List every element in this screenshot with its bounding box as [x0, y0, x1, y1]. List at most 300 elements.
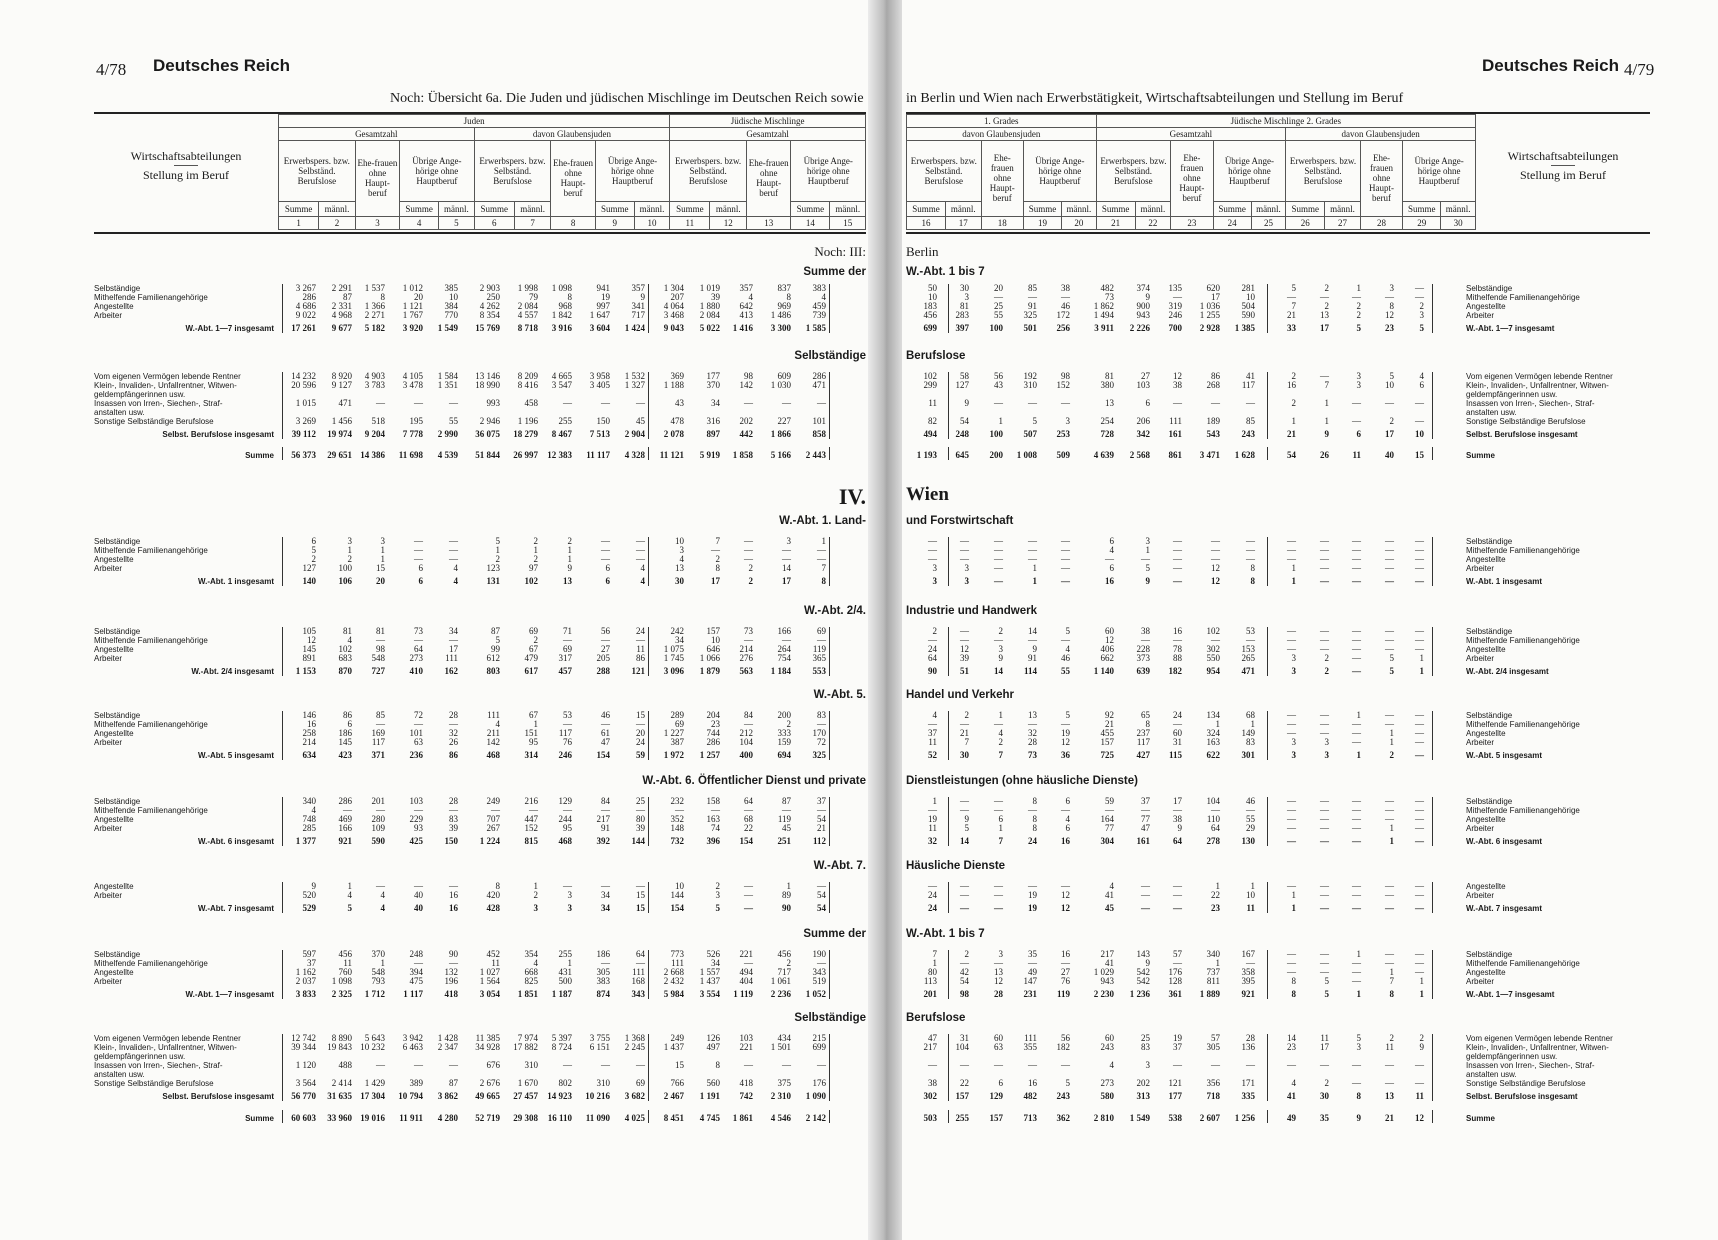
cell-value: 217 — [596, 814, 610, 824]
total-value: 278 — [1206, 836, 1220, 846]
row-label-right: anstalten usw. — [1466, 408, 1517, 417]
cell-value: — — [744, 398, 753, 408]
cell-value: — — [817, 635, 826, 645]
cell-value: 285 — [302, 823, 316, 833]
total-value: 396 — [706, 836, 720, 846]
cell-value: — — [1061, 958, 1070, 968]
cell-value: 1 075 — [663, 644, 684, 654]
col-summe: Summe — [400, 202, 439, 217]
cell-value: 3 468 — [663, 310, 684, 320]
table-row — [0, 711, 1718, 720]
cell-value: 1 842 — [551, 310, 572, 320]
table-row — [0, 806, 1718, 815]
total-value: 529 — [302, 903, 316, 913]
group-divider — [282, 1034, 283, 1101]
total-label: W.-Abt. 2/4 insgesamt — [191, 667, 274, 676]
cell-value: — — [1287, 881, 1296, 891]
cell-value: — — [636, 958, 645, 968]
cell-value: — — [928, 881, 937, 891]
row-label: anstalten usw. — [94, 408, 145, 417]
cell-value: 54 — [817, 890, 826, 900]
table-row — [0, 390, 1718, 399]
total-value: 2 310 — [770, 1091, 791, 1101]
total-value: 12 — [1415, 1113, 1424, 1123]
total-value: 2 230 — [1093, 989, 1114, 999]
total-value: 1 153 — [295, 666, 316, 676]
cell-value: 104 — [1206, 796, 1220, 806]
cell-value: 1 745 — [663, 653, 684, 663]
group-divider — [282, 882, 283, 913]
cell-value: 3 — [1356, 380, 1361, 390]
cell-value: 2 291 — [331, 283, 352, 293]
group-divider — [282, 797, 283, 846]
cell-value: 1 227 — [663, 728, 684, 738]
column-number: 27 — [1325, 217, 1361, 230]
cell-value: — — [1385, 554, 1394, 564]
row-label: Selbständige — [94, 797, 141, 806]
cell-value: 1 121 — [402, 301, 423, 311]
total-value: 56 373 — [291, 450, 316, 460]
cell-value: 87 — [343, 292, 352, 302]
cell-value: — — [817, 554, 826, 564]
table-row — [0, 891, 1718, 900]
cell-value: 2 432 — [663, 976, 684, 986]
cell-value: — — [1287, 710, 1296, 720]
cell-value: 21 — [1105, 719, 1114, 729]
cell-value: — — [1415, 890, 1424, 900]
group-divider — [648, 882, 649, 913]
total-value: 255 — [955, 1113, 969, 1123]
table-row — [0, 537, 1718, 546]
group-juden: Juden — [279, 115, 670, 128]
cell-value: 78 — [1173, 644, 1182, 654]
total-value: 8 451 — [663, 1113, 684, 1123]
group-divider — [282, 711, 283, 760]
total-value: 501 — [1023, 323, 1037, 333]
total-value: 700 — [1168, 323, 1182, 333]
total-value: 2 443 — [805, 450, 826, 460]
total-value: 59 — [636, 750, 645, 760]
heading-wien: Wien — [906, 484, 949, 505]
cell-value: — — [1352, 554, 1361, 564]
cell-value: 8 — [1389, 301, 1394, 311]
col-ehefrauen: Ehe-frauen ohne Haupt-beruf — [746, 140, 790, 217]
cell-value: 81 — [960, 301, 969, 311]
cell-value: 15 — [636, 890, 645, 900]
cell-value: 1 — [821, 536, 826, 546]
cell-value: 394 — [409, 967, 423, 977]
cell-value: 159 — [777, 737, 791, 747]
total-value: 361 — [1168, 989, 1182, 999]
cell-value: 27 — [1061, 967, 1070, 977]
row-label-right: Arbeiter — [1466, 824, 1495, 833]
cell-value: — — [563, 635, 572, 645]
cell-value: 281 — [1241, 283, 1255, 293]
cell-value: 166 — [338, 823, 352, 833]
cell-value: 1 188 — [663, 380, 684, 390]
heading-berufslose-2: Berufslose — [906, 1012, 966, 1024]
cell-value: 186 — [596, 949, 610, 959]
total-value: 397 — [955, 323, 969, 333]
row-label-right: Arbeiter — [1466, 564, 1495, 573]
group-divider — [1432, 882, 1433, 913]
cell-value: — — [1211, 536, 1220, 546]
column-number: 12 — [710, 217, 747, 230]
row-label: Mithelfende Familienangehörige — [94, 636, 208, 645]
row-label-right: Selbständige — [1466, 284, 1513, 293]
cell-value: 2 — [1324, 653, 1329, 663]
cell-value: 900 — [1136, 301, 1150, 311]
cell-value: — — [994, 554, 1003, 564]
group-divider — [1432, 372, 1433, 439]
column-number: 22 — [1135, 217, 1171, 230]
cell-value: 3 — [1291, 653, 1296, 663]
cell-value: 8 — [1291, 976, 1296, 986]
row-label-right: Angestellte — [1466, 815, 1506, 824]
cell-value: — — [1385, 719, 1394, 729]
table-row — [0, 311, 1718, 320]
total-value: — — [1320, 903, 1329, 913]
col-uebrige: Übrige Ange-hörige ohne Hauptberuf — [595, 140, 669, 202]
total-value: 617 — [524, 666, 538, 676]
cell-value: — — [1246, 536, 1255, 546]
table-row — [0, 720, 1718, 729]
cell-value: 6 — [1419, 380, 1424, 390]
cell-value: 5 — [495, 536, 500, 546]
col-maennl: männl. — [1135, 202, 1171, 217]
row-label: Vom eigenen Vermögen lebende Rentner — [94, 372, 241, 381]
cell-value: 4 — [1419, 371, 1424, 381]
total-value: — — [1352, 666, 1361, 676]
cell-value: — — [1028, 1060, 1037, 1070]
cell-value: — — [1352, 958, 1361, 968]
group-divider — [282, 950, 283, 999]
cell-value: 1 — [533, 719, 538, 729]
total-value: 14 386 — [360, 450, 385, 460]
cell-value: 111 — [1024, 1033, 1037, 1043]
cell-value: 254 — [1100, 416, 1114, 426]
cell-value: — — [782, 635, 791, 645]
cell-value: 717 — [631, 310, 645, 320]
cell-value: — — [1385, 890, 1394, 900]
table-row — [0, 408, 1718, 417]
row-label: anstalten usw. — [94, 1070, 145, 1079]
cell-value: — — [960, 805, 969, 815]
cell-value: 38 — [1173, 814, 1182, 824]
cell-value: 132 — [444, 967, 458, 977]
cell-value: 11 — [636, 644, 645, 654]
cell-value: 642 — [739, 301, 753, 311]
cell-value: — — [1211, 398, 1220, 408]
cell-value: — — [1415, 635, 1424, 645]
cell-value: — — [1028, 554, 1037, 564]
cell-value: — — [1028, 958, 1037, 968]
cell-value: — — [1352, 1078, 1361, 1088]
total-value: — — [1061, 576, 1070, 586]
cell-value: — — [1173, 1060, 1182, 1070]
cell-value: 99 — [491, 644, 500, 654]
total-value: 140 — [302, 576, 316, 586]
row-label: Sonstige Selbständige Berufslose — [94, 417, 214, 426]
cell-value: 2 414 — [331, 1078, 352, 1088]
cell-value: 98 — [744, 371, 753, 381]
cell-value: — — [1415, 545, 1424, 555]
cell-value: 53 — [1246, 626, 1255, 636]
total-value: 302 — [923, 1091, 937, 1101]
cell-value: — — [960, 1060, 969, 1070]
group-divider — [1267, 797, 1268, 846]
row-label-right: Mithelfende Familienangehörige — [1466, 720, 1580, 729]
cell-value: 1 — [1389, 823, 1394, 833]
cell-value: — — [601, 545, 610, 555]
cell-value: 707 — [486, 814, 500, 824]
cell-value: 55 — [449, 416, 458, 426]
cell-value: — — [1028, 292, 1037, 302]
cell-value: 12 — [1385, 310, 1394, 320]
cell-value: 249 — [670, 1033, 684, 1043]
total-label-right: W.-Abt. 1 insgesamt — [1466, 577, 1543, 586]
total-value: 201 — [923, 989, 937, 999]
cell-value: 268 — [1206, 380, 1220, 390]
cell-value: 1 486 — [770, 310, 791, 320]
cell-value: 12 — [1105, 635, 1114, 645]
cell-value: — — [1352, 967, 1361, 977]
cell-value: 111 — [671, 958, 684, 968]
total-value: 1 — [1389, 836, 1394, 846]
cell-value: 317 — [558, 653, 572, 663]
cell-value: 3 269 — [295, 416, 316, 426]
total-row — [0, 990, 1718, 999]
cell-value: — — [1061, 563, 1070, 573]
cell-value: — — [1173, 563, 1182, 573]
cell-value: 10 — [675, 881, 684, 891]
cell-value: 117 — [558, 728, 572, 738]
total-value: 3 682 — [624, 1091, 645, 1101]
cell-value: 111 — [445, 653, 458, 663]
total-value: 1 052 — [805, 989, 826, 999]
heading-industrie: Industrie und Handwerk — [906, 605, 1037, 617]
total-value: 342 — [1136, 429, 1150, 439]
cell-value: 597 — [302, 949, 316, 959]
total-value: — — [994, 903, 1003, 913]
total-value: 28 — [994, 989, 1003, 999]
cell-value: — — [994, 635, 1003, 645]
cell-value: — — [1352, 635, 1361, 645]
cell-value: 356 — [1206, 1078, 1220, 1088]
cell-value: 754 — [777, 653, 791, 663]
cell-value: — — [601, 398, 610, 408]
total-value: 60 603 — [291, 1113, 316, 1123]
cell-value: 83 — [449, 814, 458, 824]
col-summe: Summe — [907, 202, 946, 217]
column-number: 13 — [746, 217, 790, 230]
column-number: 23 — [1171, 217, 1213, 230]
cell-value: 1 — [1389, 737, 1394, 747]
cell-value: 53 — [563, 710, 572, 720]
total-value: 55 — [1061, 666, 1070, 676]
cell-value: — — [1415, 283, 1424, 293]
cell-value: 418 — [739, 1078, 753, 1088]
cell-value: 152 — [1056, 380, 1070, 390]
cell-value: 31 — [960, 1033, 969, 1043]
cell-value: 4 — [821, 292, 826, 302]
cell-value: 1 — [1324, 416, 1329, 426]
cell-value: 542 — [1136, 967, 1150, 977]
cell-value: 3 — [1389, 283, 1394, 293]
cell-value: — — [960, 881, 969, 891]
cell-value: — — [1287, 728, 1296, 738]
cell-value: 6 — [347, 719, 352, 729]
cell-value: 15 — [675, 1060, 684, 1070]
total-value: 699 — [923, 323, 937, 333]
total-value: 49 — [1287, 1113, 1296, 1123]
total-label: W.-Abt. 5 insgesamt — [197, 751, 274, 760]
table-row — [0, 729, 1718, 738]
group-divider — [1267, 284, 1268, 333]
cell-value: 1 — [1356, 710, 1361, 720]
cell-value: — — [449, 881, 458, 891]
cell-value: 37 — [307, 958, 316, 968]
cell-value: 5 — [495, 635, 500, 645]
cell-value: 110 — [1206, 814, 1220, 824]
group-divider — [1432, 627, 1433, 676]
total-value: 3 920 — [402, 323, 423, 333]
cell-value: 997 — [596, 301, 610, 311]
total-value: 3 — [1324, 750, 1329, 760]
cell-value: 5 — [1145, 563, 1150, 573]
cell-value: 1 456 — [331, 416, 352, 426]
cell-value: 383 — [596, 976, 610, 986]
total-value: 1 866 — [770, 429, 791, 439]
row-label-right: Selbständige — [1466, 537, 1513, 546]
cell-value: 46 — [601, 710, 610, 720]
cell-value: 43 — [994, 380, 1003, 390]
cell-value: 69 — [817, 626, 826, 636]
group-mischlinge1: Jüdische Mischlinge — [670, 115, 866, 128]
cell-value: 4 — [380, 890, 385, 900]
data-block — [0, 1034, 1718, 1101]
total-value: 468 — [558, 836, 572, 846]
heading-selbstaendige: Selbständige — [794, 350, 866, 362]
table-row — [0, 546, 1718, 555]
cell-value: 10 — [1385, 380, 1394, 390]
cell-value: 92 — [1105, 710, 1114, 720]
cell-value: 176 — [812, 1078, 826, 1088]
cell-value: — — [1211, 1060, 1220, 1070]
total-label: W.-Abt. 1—7 insgesamt — [185, 990, 274, 999]
cell-value: — — [1211, 635, 1220, 645]
total-value: 1 257 — [699, 750, 720, 760]
cell-value: 1 036 — [1199, 301, 1220, 311]
group-divider — [1432, 711, 1433, 760]
cell-value: 5 643 — [364, 1033, 385, 1043]
cell-value: 1 494 — [1093, 310, 1114, 320]
cell-value: — — [994, 545, 1003, 555]
cell-value: 7 974 — [517, 1033, 538, 1043]
total-value: 30 — [1320, 1091, 1329, 1101]
cell-value: — — [1320, 635, 1329, 645]
col-uebrige: Übrige Ange-hörige ohne Hauptberuf — [400, 140, 474, 202]
total-label-right: Selbst. Berufslose insgesamt — [1466, 430, 1578, 439]
cell-value: 32 — [1028, 728, 1037, 738]
cell-value: 206 — [1136, 416, 1150, 426]
cell-value: 1 098 — [331, 976, 352, 986]
total-label-right: W.-Abt. 7 insgesamt — [1466, 904, 1543, 913]
cell-value: 357 — [739, 283, 753, 293]
total-value: 16 — [1061, 836, 1070, 846]
total-value: 2 — [1324, 666, 1329, 676]
cell-value: — — [994, 719, 1003, 729]
cell-value: 85 — [1246, 416, 1255, 426]
cell-value: 24 — [1173, 710, 1182, 720]
cell-value: 136 — [1241, 1042, 1255, 1052]
cell-value: — — [601, 805, 610, 815]
table-row — [0, 284, 1718, 293]
cell-value: 770 — [444, 310, 458, 320]
total-value: 1 — [1032, 576, 1037, 586]
cell-value: 113 — [923, 976, 937, 986]
cell-value: — — [1385, 814, 1394, 824]
cell-value: 11 385 — [475, 1033, 500, 1043]
cell-value: — — [1385, 1060, 1394, 1070]
total-value: 580 — [1100, 1091, 1114, 1101]
cell-value: 494 — [739, 967, 753, 977]
cell-value: 86 — [636, 653, 645, 663]
cell-value: 55 — [1246, 814, 1255, 824]
cell-value: 24 — [928, 644, 937, 654]
cell-value: 56 — [994, 371, 1003, 381]
total-value: 100 — [989, 429, 1003, 439]
total-value: 468 — [486, 750, 500, 760]
cell-value: 142 — [486, 737, 500, 747]
cell-value: — — [1415, 805, 1424, 815]
total-value: 7 778 — [402, 429, 423, 439]
total-value: 3 862 — [437, 1091, 458, 1101]
cell-value: 2 271 — [364, 310, 385, 320]
total-value: 251 — [777, 836, 791, 846]
total-value: 639 — [1136, 666, 1150, 676]
row-label-right: Insassen von Irren-, Siechen-, Straf- — [1466, 1061, 1595, 1070]
cell-value: — — [1320, 1060, 1329, 1070]
cell-value: 163 — [706, 814, 720, 824]
cell-value: 6 — [1065, 796, 1070, 806]
cell-value: 41 — [1105, 958, 1114, 968]
cell-value: 1 029 — [1093, 967, 1114, 977]
row-label-right: Arbeiter — [1466, 738, 1495, 747]
cell-value: — — [601, 536, 610, 546]
cell-value: — — [449, 805, 458, 815]
cell-value: 60 — [994, 1033, 1003, 1043]
total-value: 51 844 — [475, 450, 500, 460]
cell-value: 28 — [449, 796, 458, 806]
group-divider — [829, 882, 830, 913]
cell-value: — — [1385, 796, 1394, 806]
col-summe: Summe — [1403, 202, 1441, 217]
cell-value: 31 — [1173, 737, 1182, 747]
total-label-right: W.-Abt. 1—7 insgesamt — [1466, 990, 1555, 999]
column-number: 3 — [355, 217, 399, 230]
cell-value: 24 — [636, 626, 645, 636]
page-number: 4/78 — [96, 60, 127, 79]
cell-value: 202 — [739, 416, 753, 426]
cell-value: 73 — [414, 626, 423, 636]
table-row — [0, 1061, 1718, 1070]
total-value: 3 833 — [295, 989, 316, 999]
total-value: 3 911 — [1094, 323, 1114, 333]
row-label-right: anstalten usw. — [1466, 1070, 1517, 1079]
cell-value: — — [1246, 1060, 1255, 1070]
col-summe: Summe — [474, 202, 514, 217]
